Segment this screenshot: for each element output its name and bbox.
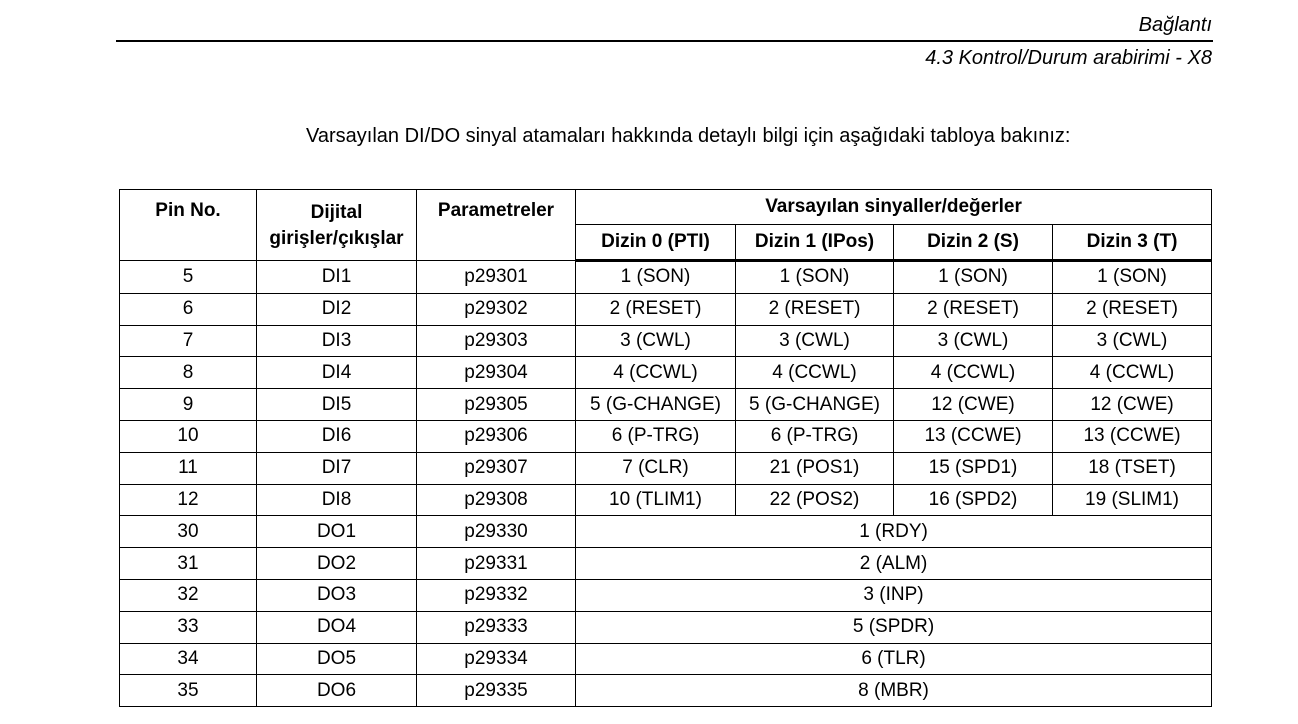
pin-cell: 8 [120, 357, 257, 389]
param-cell: p29302 [417, 293, 576, 325]
signal-assignment-table [119, 189, 1212, 707]
table-row [120, 579, 1212, 611]
value-cell-merged: 1 (RDY) [576, 516, 1212, 548]
value-cell: 12 (CWE) [894, 389, 1053, 421]
value-cell: 13 (CCWE) [1053, 420, 1212, 452]
pin-cell: 7 [120, 325, 257, 357]
pin-cell: 10 [120, 420, 257, 452]
param-cell: p29308 [417, 484, 576, 516]
value-cell: 3 (CWL) [894, 325, 1053, 357]
col-header-index-2: Dizin 2 (S) [894, 225, 1053, 261]
param-cell: p29305 [417, 389, 576, 421]
param-cell: p29331 [417, 548, 576, 580]
table-row [120, 643, 1212, 675]
value-cell: 16 (SPD2) [894, 484, 1053, 516]
value-cell: 1 (SON) [736, 261, 894, 294]
table-row [120, 325, 1212, 357]
value-cell: 2 (RESET) [576, 293, 736, 325]
value-cell: 6 (P-TRG) [576, 420, 736, 452]
value-cell: 4 (CCWL) [1053, 357, 1212, 389]
value-cell: 19 (SLIM1) [1053, 484, 1212, 516]
param-cell: p29307 [417, 452, 576, 484]
param-cell: p29332 [417, 579, 576, 611]
pin-cell: 30 [120, 516, 257, 548]
value-cell: 13 (CCWE) [894, 420, 1053, 452]
col-header-io-line1: Dijital [310, 202, 363, 223]
col-header-io-line2: girişler/çıkışlar [269, 228, 404, 249]
io-cell: DI8 [257, 484, 417, 516]
io-cell: DI7 [257, 452, 417, 484]
value-cell: 10 (TLIM1) [576, 484, 736, 516]
value-cell: 1 (SON) [1053, 261, 1212, 294]
io-cell: DI6 [257, 420, 417, 452]
value-cell-merged: 5 (SPDR) [576, 611, 1212, 643]
value-cell-merged: 8 (MBR) [576, 675, 1212, 707]
pin-cell: 32 [120, 579, 257, 611]
io-cell: DO6 [257, 675, 417, 707]
col-header-index-3: Dizin 3 (T) [1053, 225, 1212, 261]
value-cell: 2 (RESET) [894, 293, 1053, 325]
value-cell: 22 (POS2) [736, 484, 894, 516]
value-cell-merged: 2 (ALM) [576, 548, 1212, 580]
table-row [120, 389, 1212, 421]
param-cell: p29334 [417, 643, 576, 675]
value-cell: 15 (SPD1) [894, 452, 1053, 484]
io-cell: DI1 [257, 261, 417, 294]
param-cell: p29306 [417, 420, 576, 452]
col-header-index-0: Dizin 0 (PTI) [576, 225, 736, 261]
pin-cell: 35 [120, 675, 257, 707]
value-cell: 4 (CCWL) [576, 357, 736, 389]
value-cell: 1 (SON) [894, 261, 1053, 294]
pin-cell: 34 [120, 643, 257, 675]
pin-cell: 31 [120, 548, 257, 580]
pin-cell: 9 [120, 389, 257, 421]
col-header-param [417, 190, 576, 261]
value-cell: 4 (CCWL) [894, 357, 1053, 389]
col-header-index-1: Dizin 1 (IPos) [736, 225, 894, 261]
param-cell: p29303 [417, 325, 576, 357]
section-title: 4.3 Kontrol/Durum arabirimi - X8 [925, 47, 1212, 69]
value-cell: 3 (CWL) [576, 325, 736, 357]
pin-cell: 11 [120, 452, 257, 484]
chapter-title: Bağlantı [1138, 14, 1212, 36]
io-cell: DO2 [257, 548, 417, 580]
intro-text: Varsayılan DI/DO sinyal atamaları hakkında detaylı bilgi için aşağıdaki tabloya bakınız: [306, 125, 1071, 147]
io-cell: DO5 [257, 643, 417, 675]
value-cell-merged: 6 (TLR) [576, 643, 1212, 675]
value-cell: 6 (P-TRG) [736, 420, 894, 452]
table-row [120, 484, 1212, 516]
pin-cell: 6 [120, 293, 257, 325]
value-cell: 3 (CWL) [736, 325, 894, 357]
value-cell: 12 (CWE) [1053, 389, 1212, 421]
io-cell: DO3 [257, 579, 417, 611]
value-cell: 21 (POS1) [736, 452, 894, 484]
value-cell: 7 (CLR) [576, 452, 736, 484]
table-row [120, 293, 1212, 325]
io-cell: DI5 [257, 389, 417, 421]
col-header-io [257, 190, 417, 261]
value-cell: 2 (RESET) [1053, 293, 1212, 325]
io-cell: DI2 [257, 293, 417, 325]
param-cell: p29335 [417, 675, 576, 707]
io-cell: DI4 [257, 357, 417, 389]
value-cell-merged: 3 (INP) [576, 579, 1212, 611]
value-cell: 5 (G-CHANGE) [576, 389, 736, 421]
param-cell: p29301 [417, 261, 576, 294]
table-row [120, 516, 1212, 548]
value-cell: 3 (CWL) [1053, 325, 1212, 357]
header-rule [116, 40, 1213, 42]
table-row [120, 357, 1212, 389]
table-row [120, 675, 1212, 707]
param-cell: p29330 [417, 516, 576, 548]
table-row [120, 420, 1212, 452]
col-header-pin-label: Pin No. [155, 200, 221, 221]
table-row [120, 452, 1212, 484]
value-cell: 1 (SON) [576, 261, 736, 294]
io-cell: DO1 [257, 516, 417, 548]
param-cell: p29333 [417, 611, 576, 643]
value-cell: 4 (CCWL) [736, 357, 894, 389]
pin-cell: 5 [120, 261, 257, 294]
pin-cell: 12 [120, 484, 257, 516]
col-header-pin [120, 190, 257, 261]
pin-cell: 33 [120, 611, 257, 643]
table-row [120, 261, 1212, 294]
table-row [120, 611, 1212, 643]
table-row [120, 548, 1212, 580]
io-cell: DI3 [257, 325, 417, 357]
io-cell: DO4 [257, 611, 417, 643]
value-cell: 5 (G-CHANGE) [736, 389, 894, 421]
value-cell: 2 (RESET) [736, 293, 894, 325]
col-header-defaults: Varsayılan sinyaller/değerler [576, 190, 1212, 225]
param-cell: p29304 [417, 357, 576, 389]
col-header-param-label: Parametreler [437, 200, 555, 221]
value-cell: 18 (TSET) [1053, 452, 1212, 484]
